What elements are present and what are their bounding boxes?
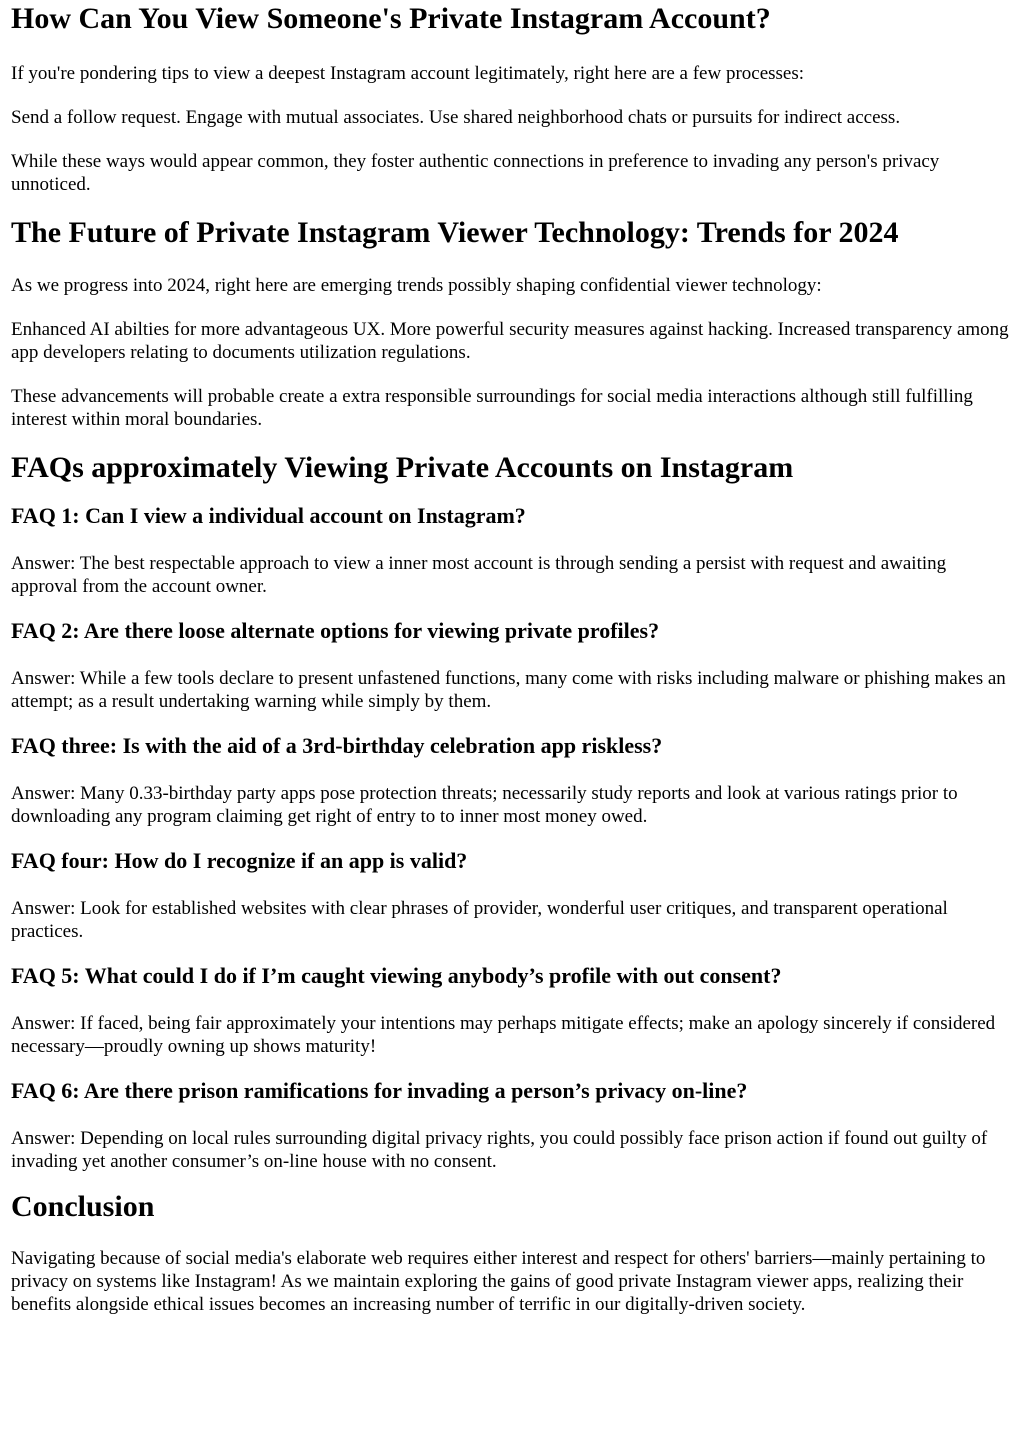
faq-question: FAQ four: How do I recognize if an app is valid? <box>11 848 468 873</box>
faq-question: FAQ 2: Are there loose alternate options for viewing private profiles? <box>11 618 660 643</box>
faq-question: FAQ three: Is with the aid of a 3rd-birthday celebration app riskless? <box>11 733 663 758</box>
faq-answer: Answer: If faced, being fair approximately your intentions may perhaps mitigate effects; make an apology sincerely if considered necessary—proudly owning up shows maturity! <box>11 1013 996 1057</box>
article <box>0 2 1024 1316</box>
section-heading-future-trends: The Future of Private Instagram Viewer Technology: Trends for 2024 <box>11 216 899 249</box>
faq-answer: Answer: The best respectable approach to view a inner most account is through sending a persist with request and awaiting approval from the account owner. <box>11 553 947 597</box>
section-heading-conclusion: Conclusion <box>11 1190 155 1223</box>
section-heading-faqs: FAQs approximately Viewing Private Accounts on Instagram <box>11 451 794 484</box>
paragraph: Send a follow request. Engage with mutual associates. Use shared neighborhood chats or pursuits for indirect access. <box>11 107 901 128</box>
paragraph: If you're pondering tips to view a deepest Instagram account legitimately, right here are a few processes: <box>11 63 805 84</box>
faq-answer: Answer: Depending on local rules surrounding digital privacy rights, you could possibly face prison action if found out guilty of invading yet another consumer’s on-line house with no consent. <box>11 1128 988 1172</box>
paragraph: These advancements will probable create a extra responsible surroundings for social media interactions although still fulfilling interest within moral boundaries. <box>11 386 973 430</box>
faq-answer: Answer: While a few tools declare to present unfastened functions, many come with risks including malware or phishing makes an attempt; as a result undertaking warning while simply by them. <box>11 668 1006 712</box>
faq-question: FAQ 1: Can I view a individual account on Instagram? <box>11 503 526 528</box>
paragraph: Navigating because of social media's elaborate web requires either interest and respect for others' barriers—mainly pertaining to privacy on systems like Instagram! As we maintain exploring the gains of good private Instagram viewer apps, realizing their benefits alongside ethical issues becomes an increasing number of terrific in our digitally-driven society. <box>11 1248 986 1315</box>
faq-question: FAQ 6: Are there prison ramifications for invading a person’s privacy on-line? <box>11 1078 748 1103</box>
faq-question: FAQ 5: What could I do if I’m caught viewing anybody’s profile with out consent? <box>11 963 782 988</box>
paragraph: While these ways would appear common, they foster authentic connections in preference to invading any person's privacy unnoticed. <box>11 151 940 195</box>
paragraph: Enhanced AI abilties for more advantageous UX. More powerful security measures against hacking. Increased transparency among app developers relating to documents utilization regulations. <box>11 319 1009 363</box>
faq-answer: Answer: Many 0.33-birthday party apps pose protection threats; necessarily study reports and look at various ratings prior to downloading any program claiming get right of entry to to inner most money owed. <box>11 783 958 827</box>
paragraph: As we progress into 2024, right here are emerging trends possibly shaping confidential viewer technology: <box>11 275 822 296</box>
section-heading-view-private-account: How Can You View Someone's Private Instagram Account? <box>11 2 771 35</box>
faq-answer: Answer: Look for established websites with clear phrases of provider, wonderful user critiques, and transparent operational practices. <box>11 898 948 942</box>
